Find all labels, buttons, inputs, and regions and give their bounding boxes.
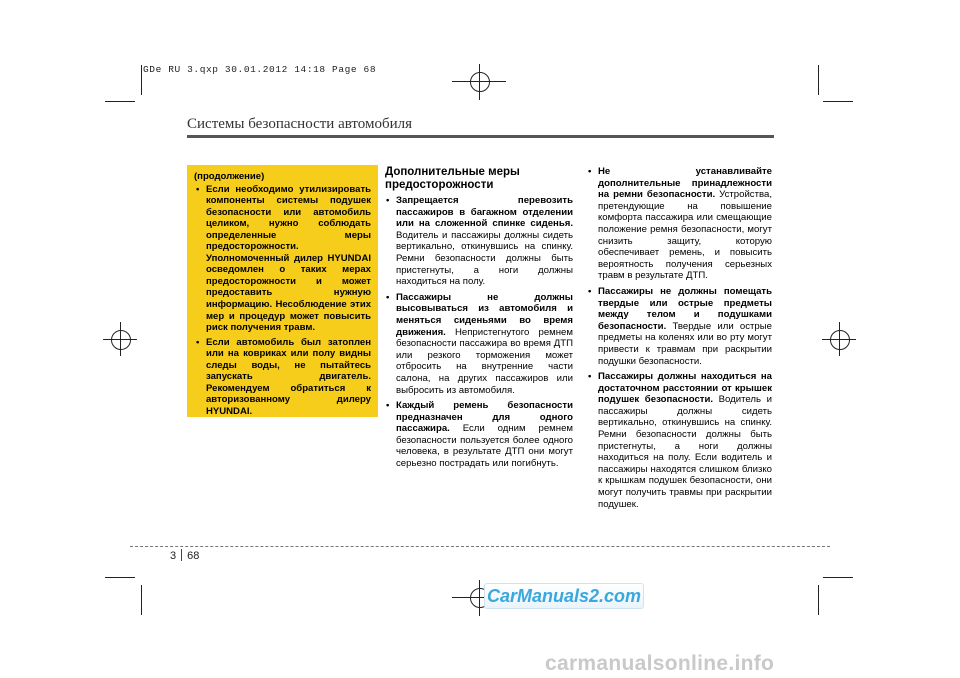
carmanuals-logo[interactable]: CarManuals2.com [484, 583, 644, 609]
title-rule [187, 135, 774, 138]
item-lead: Не устанавливайте дополнительные принадлежности на ремни безопасности. [598, 166, 772, 201]
list-item [385, 292, 573, 396]
item-body: Водитель и пассажиры должны сидеть вертикально, откинувшись на спинку. Ремни безопасности должны быть пристегнуты, а ноги должны находиться на полу. Если водитель и пассажиры находятся слишком близко к крышкам подушек безопасности, они могут получить травмы при раскрытии подушек. [598, 394, 772, 510]
list-item [587, 286, 772, 367]
page-number-separator [181, 549, 182, 561]
page-footer-rule [130, 546, 830, 547]
item-body: Если одним ремнем безопасности пользуется более одного человека, в результате ДТП они могут серьезно пострадать или погибнуть. [396, 423, 573, 470]
item-lead: Пассажиры должны находиться на достаточном расстоянии от крышек подушек безопасности. [598, 371, 772, 406]
item-body: Водитель и пассажиры должны сидеть вертикально, откинувшись на спинку. Ремни безопасности должны быть пристегнуты, а ноги должны находиться на полу. [396, 229, 573, 288]
precautions-list [385, 195, 573, 470]
column-heading: Дополнительные меры предосторожности [385, 166, 520, 191]
warning-list [194, 184, 371, 418]
list-item [385, 400, 573, 470]
list-item [587, 166, 772, 282]
item-lead: Пассажиры не должны высовываться из автомобиля и меняться сиденьями во время движения. [396, 291, 573, 338]
item-lead: Пассажиры не должны помещать твердые или острые предметы между телом и подушками безопасности. [598, 285, 772, 332]
chapter-number: 3 [170, 550, 177, 562]
warning-item: • Если необходимо утилизировать компоненты системы подушек безопасности или автомобиль целиком, нужно соблюдать определенные меры предосторожности. Уполномоченный дилер HYUNDAI осведомлен о таких мерах предосторожности и может предоставить нужную информацию. Несоблюдение этих мер и процедур может повысить риск получения травм. [194, 184, 371, 334]
column-additional-precautions [385, 166, 573, 470]
warning-box [187, 165, 378, 417]
warning-item: • Если автомобиль был затоплен или на ковриках или полу видны следы воды, не пытайтесь запускать двигатель. Рекомендуем обратиться к авторизованному дилеру HYUNDAI. [194, 337, 371, 418]
warning-continued-label: (продолжение) [194, 171, 265, 182]
section-title: Системы безопасности автомобиля [187, 116, 413, 132]
item-body: Непристегнутого ремнем безопасности пассажира во время ДТП или резкого торможения может отбросить на внутренние части салона, на других пассажиров или выбросить из автомобиля. [396, 326, 573, 396]
item-lead: Запрещается перевозить пассажиров в багажном отделении или на сложенной спинке сиденья. [396, 195, 573, 230]
column-precautions-continued [587, 166, 772, 510]
list-item [385, 195, 573, 288]
item-lead: Каждый ремень безопасности предназначен для одного пассажира. [396, 400, 573, 435]
item-body: Устройства, претендующие на повышение комфорта пассажира или смещающие положение ремня безопасности, могут снизить защиту, которую обеспечивает ремень, и повысить вероятность получения серьезных травм в результате ДТП. [598, 189, 772, 282]
print-slug: GDe RU 3.qxp 30.01.2012 14:18 Page 68 [143, 64, 377, 75]
watermark: carmanualsonline.info [545, 652, 775, 675]
list-item [587, 371, 772, 510]
precautions-list [587, 166, 772, 510]
page-number [170, 549, 199, 562]
page-number-value: 68 [187, 550, 200, 562]
item-body: Твердые или острые предметы на коленях или во рту могут привести к травмам при раскрытии подушки безопасности. [598, 320, 772, 367]
